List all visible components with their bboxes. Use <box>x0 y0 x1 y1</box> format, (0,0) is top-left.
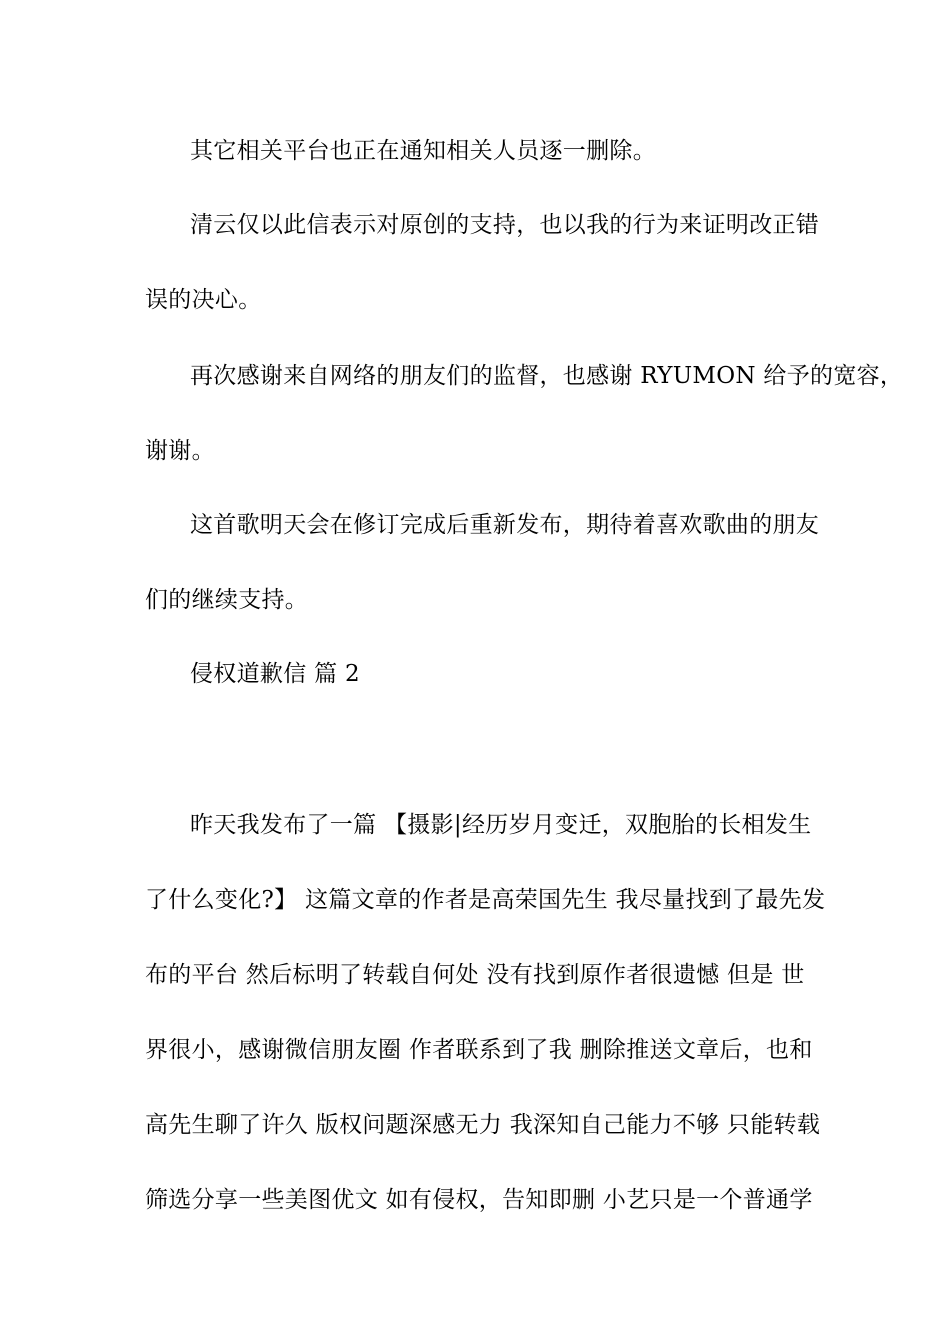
paragraph-line: 这首歌明天会在修订完成后重新发布，期待着喜欢歌曲的朋友 <box>190 512 820 538</box>
paragraph-line: 昨天我发布了一篇 【摄影|经历岁月变迁，双胞胎的长相发生 <box>190 812 812 838</box>
paragraph-line: 高先生聊了许久 版权问题深感无力 我深知自己能力不够 只能转载 <box>145 1112 821 1138</box>
paragraph-line: 筛选分享一些美图优文 如有侵权，告知即删 小艺只是一个普通学 <box>145 1187 813 1213</box>
section-heading: 侵权道歉信 篇 2 <box>190 661 360 687</box>
paragraph-line: 其它相关平台也正在通知相关人员逐一删除。 <box>190 138 656 164</box>
paragraph-line: 界很小，感谢微信朋友圈 作者联系到了我 删除推送文章后，也和 <box>145 1037 813 1063</box>
paragraph-line: 谢谢。 <box>145 438 215 464</box>
paragraph-line: 清云仅以此信表示对原创的支持，也以我的行为来证明改正错 <box>190 212 820 238</box>
paragraph-line: 了什么变化?】 这篇文章的作者是高荣国先生 我尽量找到了最先发 <box>145 887 826 913</box>
paragraph-line: 们的继续支持。 <box>145 587 309 613</box>
paragraph-line: 布的平台 然后标明了转载自何处 没有找到原作者很遗憾 但是 世 <box>145 962 805 988</box>
paragraph-line: 再次感谢来自网络的朋友们的监督，也感谢 RYUMON 给予的宽容， <box>190 363 904 389</box>
paragraph-line: 误的决心。 <box>145 287 262 313</box>
